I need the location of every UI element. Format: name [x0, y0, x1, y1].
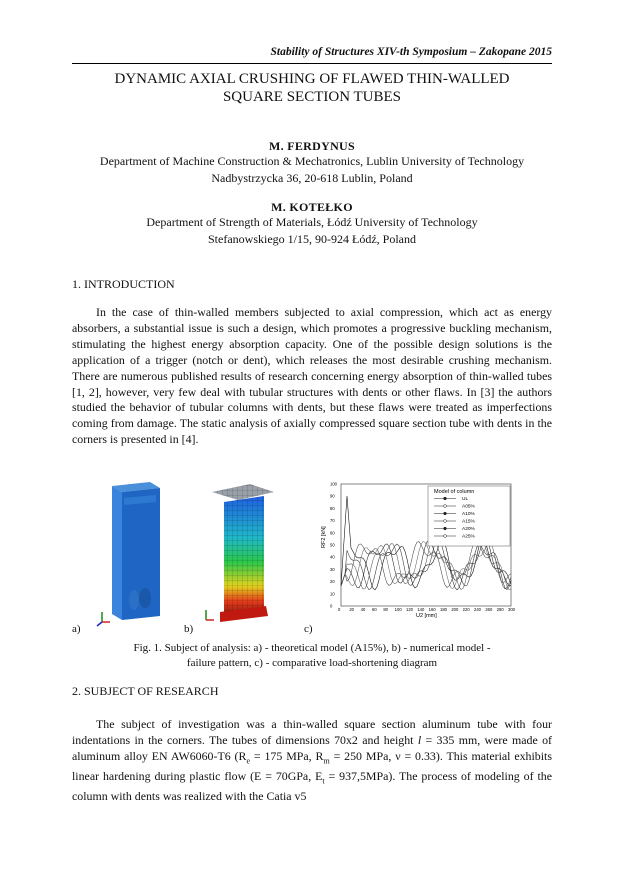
legend-marker: [444, 535, 447, 538]
x-tick-label: 100: [394, 607, 402, 612]
legend-label: A10%: [462, 512, 475, 517]
address-line: Stefanowskiego 1/15, 90-924 Łódź, Poland: [208, 232, 416, 246]
legend-label: A25%: [462, 534, 475, 540]
y-tick-label: 20: [330, 579, 335, 585]
paper-title: [72, 70, 552, 106]
x-tick-label: 140: [417, 607, 425, 612]
x-tick-label: 20: [349, 607, 355, 612]
y-tick-label: 100: [330, 481, 337, 487]
x-tick-label: 0: [338, 607, 341, 612]
section-2-body: [72, 717, 552, 805]
x-axis-label: U2 [mm]: [416, 613, 437, 618]
legend-marker: [444, 505, 447, 508]
x-tick-label: 260: [485, 607, 493, 612]
section-2-heading: 2. SUBJECT OF RESEARCH: [72, 684, 219, 698]
affiliation-line: Department of Strength of Materials, Łódź University of Technology: [146, 215, 478, 229]
legend-marker: [444, 497, 447, 500]
x-tick-label: 200: [451, 607, 459, 612]
x-tick-label: 280: [496, 607, 504, 612]
paragraph: The subject of investigation was a thin-walled square section aluminum tube with four indentations in the corners. The tubes of dimensions 70x2 and height l = 335 mm, were made of aluminum alloy EN AW6060-T6 ($R_e = 175$ MPa, $R_m = 250$ MPa, ν = 0.33). This material exhibits linear hardening during plastic flow (E = 70GPa, $E_t = 937,5MPa$). The process of modeling of the column with dents was realized with the Catia v5: [72, 717, 553, 804]
legend-label: UL: [462, 497, 469, 502]
author-1-affiliation: [40, 153, 584, 187]
address-line: Nadbystrzycka 36, 20-618 Lublin, Poland: [211, 171, 413, 185]
y-ticks: [330, 482, 338, 609]
y-tick-label: 50: [330, 542, 335, 548]
running-header: Stability of Structures XIV-th Symposium – Zakopane 2015: [270, 46, 552, 58]
y-tick-label: 80: [330, 505, 335, 511]
caption-line: failure pattern, c) - comparative load-shortening diagram: [186, 657, 438, 669]
legend-marker: [444, 527, 447, 530]
y-tick-label: 10: [330, 591, 335, 597]
y-tick-label: 30: [330, 566, 335, 572]
x-tick-label: 40: [360, 607, 366, 612]
x-tick-label: 240: [474, 607, 481, 612]
x-ticks: [338, 607, 516, 612]
legend-label: A20%: [462, 527, 475, 532]
y-tick-label: 90: [330, 493, 335, 499]
caption-line: Fig. 1. Subject of analysis: a) - theoretical model (A15%), b) - numerical model -: [133, 642, 491, 654]
subfigure-label-c: c): [304, 623, 313, 635]
author-2-affiliation: [40, 214, 584, 248]
header-rule: [72, 63, 552, 64]
legend-label: A05%: [462, 504, 475, 510]
legend-marker: [444, 512, 447, 515]
subfigure-label-a: a): [72, 623, 81, 635]
x-tick-label: 300: [508, 607, 515, 612]
y-tick-label: 60: [330, 530, 335, 536]
legend-marker: [444, 520, 447, 523]
x-tick-label: 180: [440, 607, 447, 612]
subfigure-label-b: b): [184, 623, 194, 635]
x-tick-label: 80: [383, 607, 389, 612]
numerical-model-image: [202, 480, 282, 628]
author-2-name: M. KOTEŁKO: [271, 200, 353, 214]
y-tick-label: 70: [330, 518, 335, 524]
x-tick-label: 220: [462, 607, 470, 612]
x-tick-label: 120: [406, 607, 413, 612]
y-axis-label: RF2 [kN]: [321, 526, 327, 548]
title-line-2: SQUARE SECTION TUBES: [222, 89, 402, 105]
title-line-1: DYNAMIC AXIAL CRUSHING OF FLAWED THIN-WALLED: [114, 71, 510, 87]
paragraph: In the case of thin-walled members subjected to axial compression, which act as energy absorbers, a substantial issue is such a design, which promotes a progressive buckling mechanism, stimulating the highest energy absorption capacity. One of the possible design solutions is the application of a trigger (notch or dent), which releases the most desirable crushing mechanism. There are numerous published results of research concerning energy absorption of thin-walled tubes [1, 2], however, very few deal with tubular structures with dents or other flaws. In [3] the authors studied the behavior of tubular columns with dents, but these flaws were treated as imperfections coming from damage. The static analysis of axially compressed square section tube with dents in the corners is presented in [4].: [72, 305, 552, 447]
section-1-heading: 1. INTRODUCTION: [72, 277, 175, 291]
affiliation-line: Department of Machine Construction & Mechatronics, Lublin University of Technology: [99, 154, 525, 168]
x-tick-label: 60: [372, 607, 377, 612]
section-1-body: [72, 305, 552, 448]
figure-1: [72, 478, 552, 636]
load-shortening-diagram: [316, 478, 516, 618]
figure-caption: [72, 641, 552, 671]
legend-title: Model of column: [434, 489, 475, 495]
x-tick-label: 160: [428, 607, 436, 612]
y-tick-label: 0: [330, 603, 333, 609]
legend-label: A15%: [462, 519, 475, 525]
theoretical-model-image: [90, 478, 170, 628]
author-1-name: M. FERDYNUS: [269, 139, 355, 153]
y-tick-label: 40: [330, 554, 335, 560]
